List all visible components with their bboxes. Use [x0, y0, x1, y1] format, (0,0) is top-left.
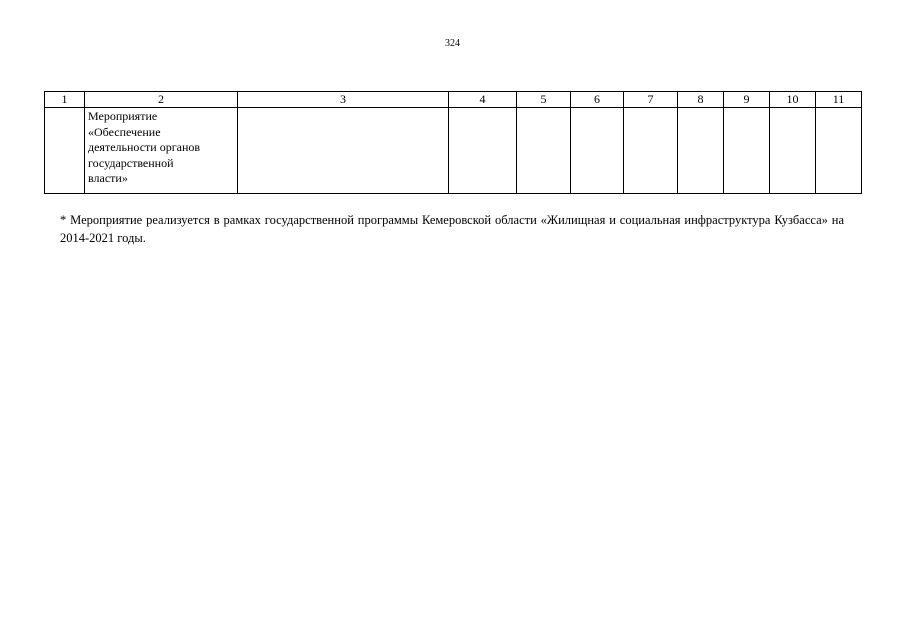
table-header-row	[45, 92, 862, 108]
cell-text	[624, 108, 677, 109]
table-cell	[571, 108, 624, 194]
footnote: * Мероприятие реализуется в рамках государственной программы Кемеровской области «Жилищная и социальная инфраструктура Кузбасса» на 2014-2021 годы.	[60, 213, 844, 245]
event-name-text: Мероприятие «Обеспечение деятельности органов государственной власти»	[88, 109, 201, 185]
column-number-6: 6	[571, 92, 624, 108]
cell-text	[449, 108, 516, 109]
table-cell	[45, 108, 85, 194]
table-cell-event-name	[85, 108, 238, 194]
cell-text	[238, 108, 448, 109]
column-number-10: 10	[770, 92, 816, 108]
page-number: 324	[445, 38, 460, 49]
cell-text	[678, 108, 723, 109]
table-cell	[770, 108, 816, 194]
cell-text	[724, 108, 769, 109]
table-cell	[816, 108, 862, 194]
column-number-2: 2	[85, 92, 238, 108]
table-cell	[624, 108, 678, 194]
cell-text	[770, 108, 815, 109]
column-number-7: 7	[624, 92, 678, 108]
cell-text	[517, 108, 570, 109]
column-number-8: 8	[678, 92, 724, 108]
table-cell	[238, 108, 449, 194]
column-number-5: 5	[517, 92, 571, 108]
cell-text	[571, 108, 623, 109]
table-cell	[517, 108, 571, 194]
table-cell	[449, 108, 517, 194]
table-cell	[724, 108, 770, 194]
column-number-3: 3	[238, 92, 449, 108]
cell-text	[816, 108, 861, 109]
column-number-4: 4	[449, 92, 517, 108]
column-number-9: 9	[724, 92, 770, 108]
column-number-11: 11	[816, 92, 862, 108]
cell-text	[45, 108, 84, 109]
table-cell	[678, 108, 724, 194]
table-row	[45, 108, 862, 194]
column-number-1: 1	[45, 92, 85, 108]
data-table	[44, 91, 862, 194]
